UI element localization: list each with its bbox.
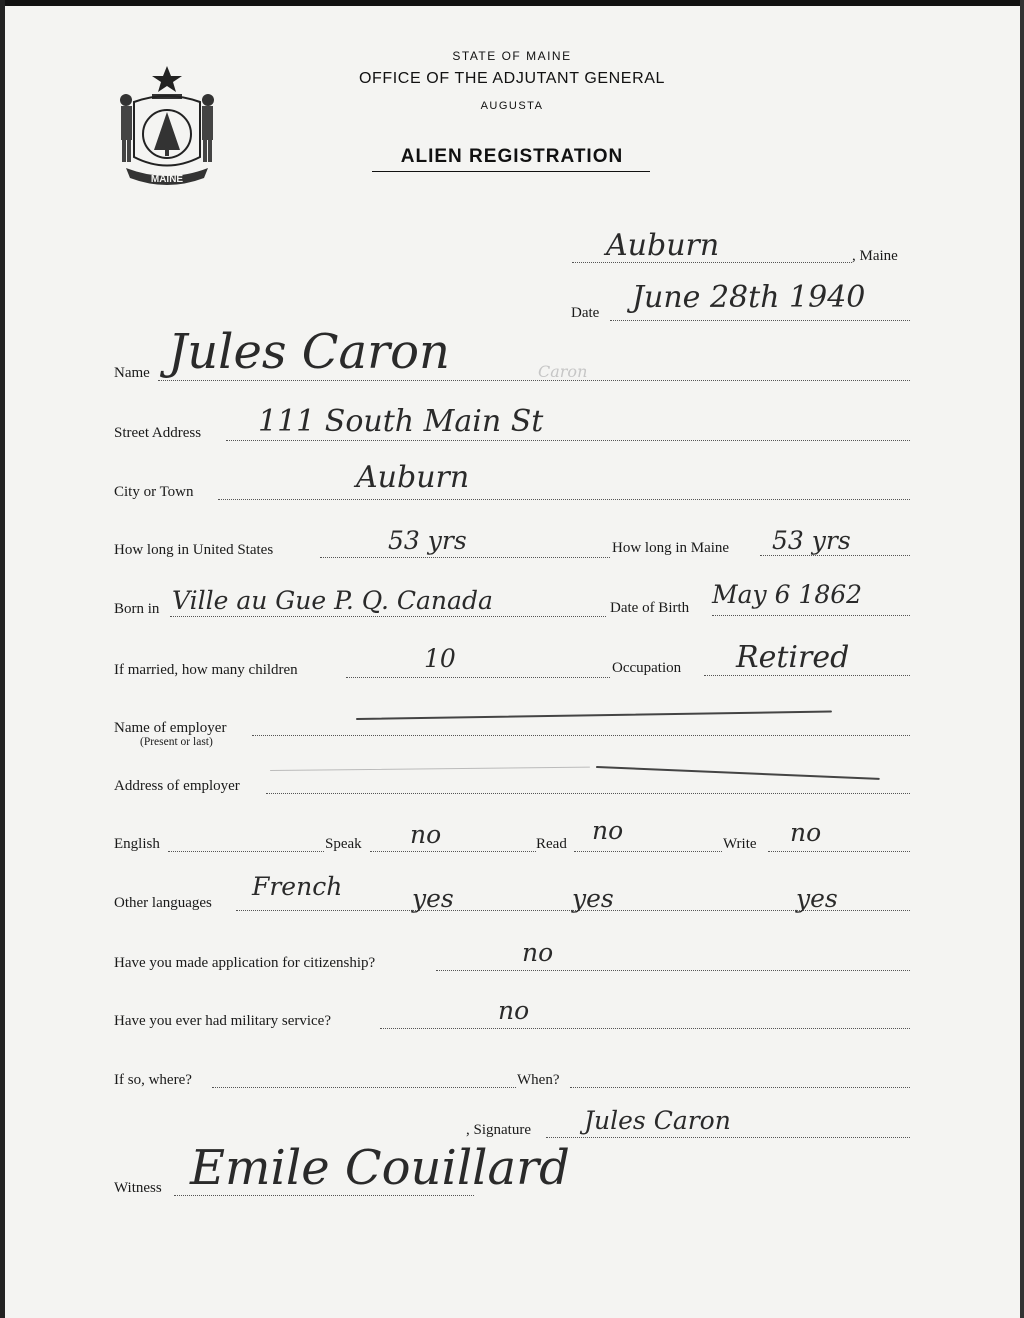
english-speak-entry: no xyxy=(410,820,442,849)
name-entry: Jules Caron xyxy=(168,324,450,380)
place-suffix: , Maine xyxy=(852,248,898,264)
other-read-entry: yes xyxy=(572,884,614,913)
children-line xyxy=(346,677,610,678)
occupation-line xyxy=(704,675,910,676)
city-line xyxy=(218,499,910,500)
date-line xyxy=(610,320,910,321)
other-write-entry: yes xyxy=(796,884,838,913)
name-line xyxy=(158,380,910,381)
how-long-maine-entry: 53 yrs xyxy=(772,526,851,555)
english-label: English xyxy=(114,836,160,852)
born-entry: Ville au Gue P. Q. Canada xyxy=(172,586,493,615)
read-label: Read xyxy=(536,836,567,852)
english-line xyxy=(168,851,324,852)
how-long-maine-line xyxy=(760,555,910,556)
when-label: When? xyxy=(517,1072,560,1088)
employer-line xyxy=(252,735,910,736)
name-faint-entry: Caron xyxy=(538,362,588,381)
street-label: Street Address xyxy=(114,425,202,441)
military-entry: no xyxy=(498,996,530,1025)
military-line xyxy=(380,1028,910,1029)
street-line xyxy=(226,440,910,441)
seal-text: MAINE xyxy=(150,174,184,185)
signature-entry: Jules Caron xyxy=(584,1106,731,1135)
citizenship-label: Have you made application for citizenship? xyxy=(114,955,376,971)
employer-address-dash-stroke xyxy=(596,766,880,780)
dob-entry: May 6 1862 xyxy=(712,580,863,609)
place-entry: Auburn xyxy=(606,228,720,263)
dob-label: Date of Birth xyxy=(610,600,690,616)
signature-label: , Signature xyxy=(466,1122,531,1138)
employer-address-faint-stroke xyxy=(270,767,590,771)
how-long-us-label: How long in United States xyxy=(114,542,274,558)
date-entry: June 28th 1940 xyxy=(632,280,866,315)
employer-address-line xyxy=(266,793,910,794)
english-read-entry: no xyxy=(592,816,624,845)
married-label: If married, how many children xyxy=(114,662,298,678)
witness-label: Witness xyxy=(114,1180,162,1196)
other-languages-label: Other languages xyxy=(114,895,212,911)
english-write-entry: no xyxy=(790,818,822,847)
header-office: OFFICE OF THE ADJUTANT GENERAL xyxy=(358,70,666,87)
citizenship-line xyxy=(436,970,910,971)
how-long-us-line xyxy=(320,557,610,558)
born-line xyxy=(170,616,606,617)
employer-dash-stroke xyxy=(356,711,832,720)
employer-sub-label: (Present or last) xyxy=(140,736,213,748)
occupation-entry: Retired xyxy=(736,640,850,675)
form-title: ALIEN REGISTRATION xyxy=(400,146,624,167)
speak-label: Speak xyxy=(325,836,362,852)
where-line xyxy=(212,1087,516,1088)
military-label: Have you ever had military service? xyxy=(114,1013,331,1029)
title-underline xyxy=(372,171,650,172)
born-label: Born in xyxy=(114,601,160,617)
read-line xyxy=(574,851,722,852)
write-line xyxy=(768,851,910,852)
speak-line xyxy=(370,851,536,852)
header-state: STATE OF MAINE xyxy=(452,49,572,63)
where-label: If so, where? xyxy=(114,1072,192,1088)
scan-border-right xyxy=(1020,0,1024,1318)
citizenship-entry: no xyxy=(522,938,554,967)
other-language-entry: French xyxy=(252,872,343,901)
other-speak-entry: yes xyxy=(412,884,454,913)
dob-line xyxy=(712,615,910,616)
write-label: Write xyxy=(723,836,757,852)
employer-label: Name of employer xyxy=(114,720,227,736)
how-long-us-entry: 53 yrs xyxy=(388,526,467,555)
street-entry: 111 South Main St xyxy=(258,404,544,439)
how-long-maine-label: How long in Maine xyxy=(612,540,730,556)
signature-line xyxy=(546,1137,910,1138)
children-entry: 10 xyxy=(424,644,456,673)
city-entry: Auburn xyxy=(356,460,470,495)
employer-address-label: Address of employer xyxy=(114,778,240,794)
when-line xyxy=(570,1087,910,1088)
date-label: Date xyxy=(571,305,600,321)
city-label: City or Town xyxy=(114,484,194,500)
scan-border-top xyxy=(0,0,1024,6)
header-city: AUGUSTA xyxy=(480,100,544,112)
name-label: Name xyxy=(114,365,150,381)
occupation-label: Occupation xyxy=(612,660,682,676)
witness-entry: Emile Couillard xyxy=(190,1140,570,1196)
scan-border-left xyxy=(0,0,5,1318)
